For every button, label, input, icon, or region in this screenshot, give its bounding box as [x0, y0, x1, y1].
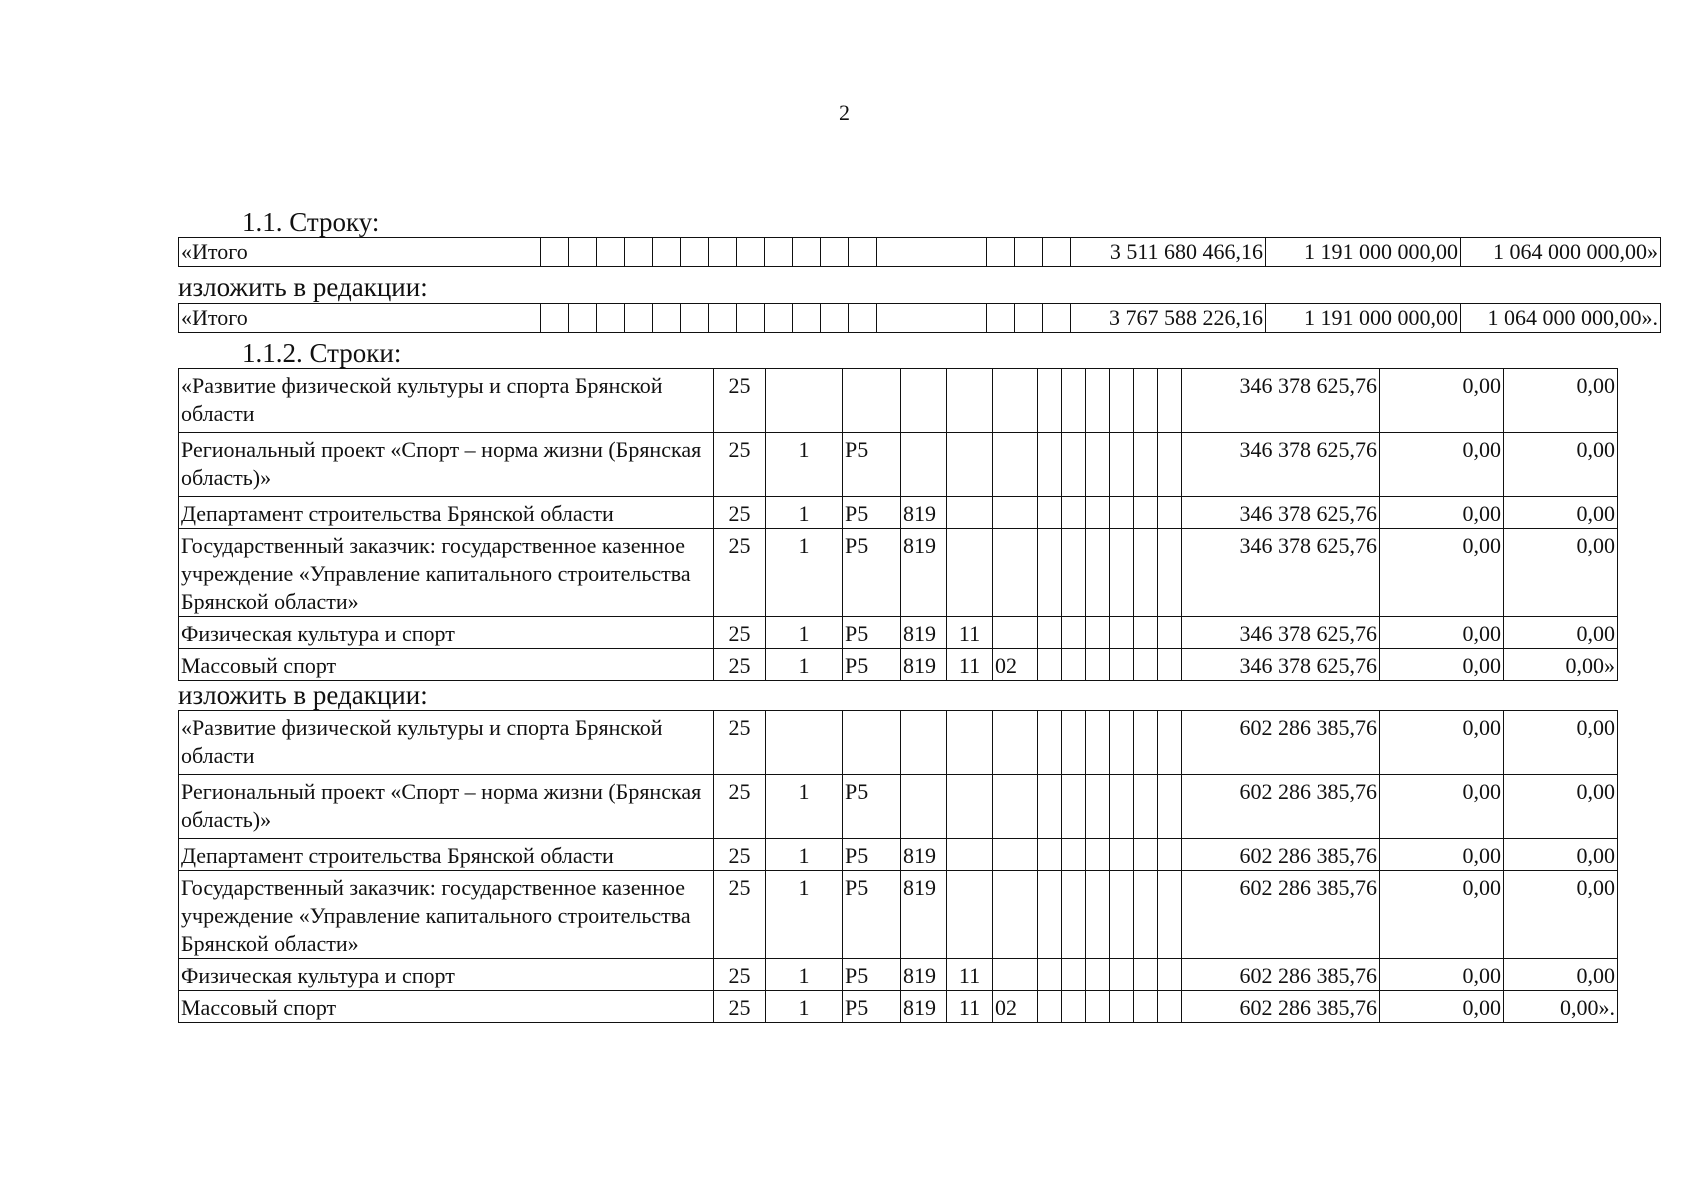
amount-3: 1 064 000 000,00». [1461, 304, 1661, 333]
table-row [179, 369, 1618, 433]
code-grbs: 819 [901, 617, 947, 649]
code-project: P5 [843, 871, 901, 959]
amount-1: 3 767 588 226,16 [1071, 304, 1266, 333]
code-project [843, 369, 901, 433]
code-cell [541, 238, 569, 267]
code-cell [765, 304, 793, 333]
code-cell [1158, 775, 1182, 839]
code-cell [1062, 529, 1086, 617]
amount-3: 0,00 [1504, 959, 1618, 991]
code-cell [597, 304, 625, 333]
name-cell: Массовый спорт [179, 649, 714, 681]
amount-2: 0,00 [1380, 529, 1504, 617]
code-grbs: 819 [901, 497, 947, 529]
code-cell [737, 238, 765, 267]
amount-1: 602 286 385,76 [1182, 711, 1380, 775]
name-cell: Государственный заказчик: государственное казенное учреждение «Управление капитального строительства Брянской области» [179, 529, 714, 617]
amount-3: 0,00 [1504, 617, 1618, 649]
code-cell [1062, 775, 1086, 839]
code-program: 25 [714, 839, 766, 871]
detail-table-old [178, 368, 1618, 681]
code-cell [541, 304, 569, 333]
amount-1: 602 286 385,76 [1182, 775, 1380, 839]
code-subprogram: 1 [766, 775, 843, 839]
itogo-table-old [178, 237, 1661, 267]
table-row [179, 497, 1618, 529]
amount-3: 0,00 [1504, 433, 1618, 497]
code-cell [1086, 617, 1110, 649]
code-cell [793, 304, 821, 333]
code-subprogram: 1 [766, 959, 843, 991]
code-cell [625, 304, 653, 333]
code-grbs: 819 [901, 649, 947, 681]
code-cell [1158, 871, 1182, 959]
code-cell [793, 238, 821, 267]
code-cell [1015, 304, 1043, 333]
detail-table-new [178, 710, 1618, 1023]
amount-3: 0,00 [1504, 775, 1618, 839]
code-section [947, 775, 993, 839]
code-cell [1134, 959, 1158, 991]
code-subsection [993, 369, 1038, 433]
table-row [179, 711, 1618, 775]
code-cell [1134, 617, 1158, 649]
code-cell [1158, 369, 1182, 433]
code-cell [1086, 433, 1110, 497]
amount-2: 0,00 [1380, 433, 1504, 497]
code-section: 11 [947, 959, 993, 991]
code-subprogram: 1 [766, 649, 843, 681]
amount-2: 0,00 [1380, 959, 1504, 991]
code-section: 11 [947, 991, 993, 1023]
heading-1-1: 1.1. Строку: [242, 207, 380, 237]
code-cell [1086, 871, 1110, 959]
code-cell [625, 238, 653, 267]
code-subprogram: 1 [766, 497, 843, 529]
code-cell [1015, 238, 1043, 267]
code-cell [1110, 433, 1134, 497]
code-program: 25 [714, 369, 766, 433]
code-subsection [993, 529, 1038, 617]
code-subsection [993, 871, 1038, 959]
amount-2: 0,00 [1380, 649, 1504, 681]
code-project [843, 711, 901, 775]
code-section [947, 871, 993, 959]
code-cell [1110, 775, 1134, 839]
code-project: P5 [843, 839, 901, 871]
code-subprogram: 1 [766, 991, 843, 1023]
code-program: 25 [714, 711, 766, 775]
code-cell [1158, 711, 1182, 775]
table-row [179, 649, 1618, 681]
code-cell [849, 304, 877, 333]
row-label: «Итого [179, 238, 541, 267]
code-grbs: 819 [901, 839, 947, 871]
itogo-row-new [179, 304, 1661, 333]
code-cell [1110, 959, 1134, 991]
code-cell [1158, 433, 1182, 497]
code-cell [1158, 839, 1182, 871]
code-cell [653, 304, 681, 333]
amount-2: 0,00 [1380, 711, 1504, 775]
code-grbs: 819 [901, 991, 947, 1023]
code-cell [1062, 617, 1086, 649]
code-project: P5 [843, 433, 901, 497]
code-grbs [901, 433, 947, 497]
amount-1: 602 286 385,76 [1182, 871, 1380, 959]
code-cell [1086, 991, 1110, 1023]
name-cell: «Развитие физической культуры и спорта Брянской области [179, 369, 714, 433]
code-cell [1062, 839, 1086, 871]
code-cell [1158, 617, 1182, 649]
name-cell: Департамент строительства Брянской области [179, 839, 714, 871]
code-cell [1110, 839, 1134, 871]
code-program: 25 [714, 775, 766, 839]
code-cell [1086, 369, 1110, 433]
code-cell [1110, 529, 1134, 617]
code-subprogram: 1 [766, 617, 843, 649]
code-program: 25 [714, 649, 766, 681]
code-subprogram: 1 [766, 433, 843, 497]
code-section [947, 433, 993, 497]
code-project: P5 [843, 617, 901, 649]
code-cell [1038, 369, 1062, 433]
code-grbs [901, 369, 947, 433]
code-cell [987, 238, 1015, 267]
amount-1: 602 286 385,76 [1182, 991, 1380, 1023]
code-grbs: 819 [901, 871, 947, 959]
code-section [947, 711, 993, 775]
amount-1: 602 286 385,76 [1182, 959, 1380, 991]
code-subsection [993, 433, 1038, 497]
code-cell [849, 238, 877, 267]
code-project: P5 [843, 497, 901, 529]
code-cell [1086, 649, 1110, 681]
code-cell [681, 238, 709, 267]
code-cell [569, 304, 597, 333]
code-section [947, 839, 993, 871]
amount-1: 346 378 625,76 [1182, 497, 1380, 529]
code-subsection [993, 711, 1038, 775]
code-cell [1158, 959, 1182, 991]
name-cell: Региональный проект «Спорт – норма жизни (Брянская область)» [179, 433, 714, 497]
replace-label-1: изложить в редакции: [178, 272, 428, 302]
amount-2: 0,00 [1380, 775, 1504, 839]
heading-1-1-2: 1.1.2. Строки: [242, 338, 402, 368]
code-cell [1062, 497, 1086, 529]
code-cell [1110, 871, 1134, 959]
code-project: P5 [843, 649, 901, 681]
code-subsection: 02 [993, 991, 1038, 1023]
table-row [179, 617, 1618, 649]
code-grbs: 819 [901, 529, 947, 617]
code-cell [1038, 433, 1062, 497]
table-row [179, 529, 1618, 617]
code-cell [1134, 871, 1158, 959]
name-cell: «Развитие физической культуры и спорта Брянской области [179, 711, 714, 775]
amount-1: 346 378 625,76 [1182, 617, 1380, 649]
code-cell [1062, 711, 1086, 775]
code-section: 11 [947, 617, 993, 649]
amount-3: 0,00 [1504, 529, 1618, 617]
code-program: 25 [714, 871, 766, 959]
amount-3: 1 064 000 000,00» [1461, 238, 1661, 267]
amount-2: 0,00 [1380, 497, 1504, 529]
row-label: «Итого [179, 304, 541, 333]
code-grbs: 819 [901, 959, 947, 991]
code-subprogram [766, 711, 843, 775]
code-cell [1038, 617, 1062, 649]
code-cell [709, 304, 737, 333]
amount-1: 346 378 625,76 [1182, 433, 1380, 497]
code-project: P5 [843, 529, 901, 617]
itogo-table-new [178, 303, 1661, 333]
code-subprogram [766, 369, 843, 433]
code-section [947, 369, 993, 433]
amount-1: 602 286 385,76 [1182, 839, 1380, 871]
code-section [947, 497, 993, 529]
name-cell: Физическая культура и спорт [179, 617, 714, 649]
code-cell [1110, 369, 1134, 433]
code-cell [1110, 497, 1134, 529]
code-cell [1062, 871, 1086, 959]
code-cell [1062, 433, 1086, 497]
amount-2: 0,00 [1380, 871, 1504, 959]
table-row [179, 959, 1618, 991]
code-cell [1134, 711, 1158, 775]
code-cell [1110, 617, 1134, 649]
code-cell [1086, 959, 1110, 991]
name-cell: Государственный заказчик: государственное казенное учреждение «Управление капитального строительства Брянской области» [179, 871, 714, 959]
code-cell [1062, 991, 1086, 1023]
code-section: 11 [947, 649, 993, 681]
name-cell: Массовый спорт [179, 991, 714, 1023]
code-program: 25 [714, 529, 766, 617]
amount-2: 0,00 [1380, 839, 1504, 871]
code-cell [569, 238, 597, 267]
amount-3: 0,00 [1504, 497, 1618, 529]
replace-label-2: изложить в редакции: [178, 680, 428, 710]
itogo-row-old [179, 238, 1661, 267]
code-program: 25 [714, 959, 766, 991]
amount-1: 3 511 680 466,16 [1071, 238, 1266, 267]
code-project: P5 [843, 991, 901, 1023]
code-cell [1062, 959, 1086, 991]
code-cell [1038, 871, 1062, 959]
code-program: 25 [714, 617, 766, 649]
code-cell [821, 304, 849, 333]
code-project: P5 [843, 775, 901, 839]
amount-3: 0,00 [1504, 369, 1618, 433]
code-cell [1086, 497, 1110, 529]
amount-1: 346 378 625,76 [1182, 369, 1380, 433]
code-project: P5 [843, 959, 901, 991]
name-cell: Департамент строительства Брянской области [179, 497, 714, 529]
amount-2: 1 191 000 000,00 [1266, 238, 1461, 267]
code-cell [1158, 529, 1182, 617]
code-cell [737, 304, 765, 333]
code-cell [653, 238, 681, 267]
amount-3: 0,00 [1504, 871, 1618, 959]
code-cell [1134, 991, 1158, 1023]
code-subsection [993, 839, 1038, 871]
code-cell [1038, 991, 1062, 1023]
code-cell [1038, 649, 1062, 681]
code-section [947, 529, 993, 617]
code-cell [1043, 238, 1071, 267]
code-cell [1043, 304, 1071, 333]
code-subprogram: 1 [766, 529, 843, 617]
code-cell [1038, 959, 1062, 991]
code-cell [765, 238, 793, 267]
code-cell [1086, 529, 1110, 617]
code-cell [1134, 433, 1158, 497]
amount-3: 0,00». [1504, 991, 1618, 1023]
code-subsection [993, 959, 1038, 991]
code-program: 25 [714, 433, 766, 497]
code-program: 25 [714, 991, 766, 1023]
amount-2: 1 191 000 000,00 [1266, 304, 1461, 333]
code-cell [1062, 649, 1086, 681]
table-row [179, 839, 1618, 871]
code-cell [1158, 649, 1182, 681]
name-cell: Физическая культура и спорт [179, 959, 714, 991]
code-cell [877, 238, 987, 267]
code-cell [1086, 839, 1110, 871]
code-cell [1134, 529, 1158, 617]
code-grbs [901, 711, 947, 775]
code-cell [1038, 497, 1062, 529]
code-subsection: 02 [993, 649, 1038, 681]
amount-1: 346 378 625,76 [1182, 529, 1380, 617]
code-cell [1134, 839, 1158, 871]
code-cell [1134, 649, 1158, 681]
amount-1: 346 378 625,76 [1182, 649, 1380, 681]
amount-3: 0,00 [1504, 839, 1618, 871]
code-cell [987, 304, 1015, 333]
code-cell [1134, 369, 1158, 433]
page-number: 2 [839, 100, 850, 125]
code-cell [1110, 711, 1134, 775]
code-cell [1086, 711, 1110, 775]
table-row [179, 991, 1618, 1023]
code-cell [1038, 711, 1062, 775]
code-subprogram: 1 [766, 871, 843, 959]
code-cell [1158, 497, 1182, 529]
code-cell [1158, 991, 1182, 1023]
table-row [179, 433, 1618, 497]
amount-2: 0,00 [1380, 369, 1504, 433]
code-grbs [901, 775, 947, 839]
amount-2: 0,00 [1380, 617, 1504, 649]
amount-3: 0,00 [1504, 711, 1618, 775]
code-subsection [993, 775, 1038, 839]
table-row [179, 871, 1618, 959]
code-cell [1134, 775, 1158, 839]
code-cell [1038, 529, 1062, 617]
code-cell [1110, 649, 1134, 681]
code-cell [681, 304, 709, 333]
code-cell [821, 238, 849, 267]
code-cell [597, 238, 625, 267]
amount-3: 0,00» [1504, 649, 1618, 681]
code-cell [1062, 369, 1086, 433]
code-subprogram: 1 [766, 839, 843, 871]
code-cell [1086, 775, 1110, 839]
code-subsection [993, 497, 1038, 529]
code-cell [1038, 775, 1062, 839]
code-cell [1038, 839, 1062, 871]
code-cell [709, 238, 737, 267]
code-cell [1110, 991, 1134, 1023]
code-program: 25 [714, 497, 766, 529]
name-cell: Региональный проект «Спорт – норма жизни (Брянская область)» [179, 775, 714, 839]
code-subsection [993, 617, 1038, 649]
code-cell [1134, 497, 1158, 529]
amount-2: 0,00 [1380, 991, 1504, 1023]
code-cell [877, 304, 987, 333]
table-row [179, 775, 1618, 839]
